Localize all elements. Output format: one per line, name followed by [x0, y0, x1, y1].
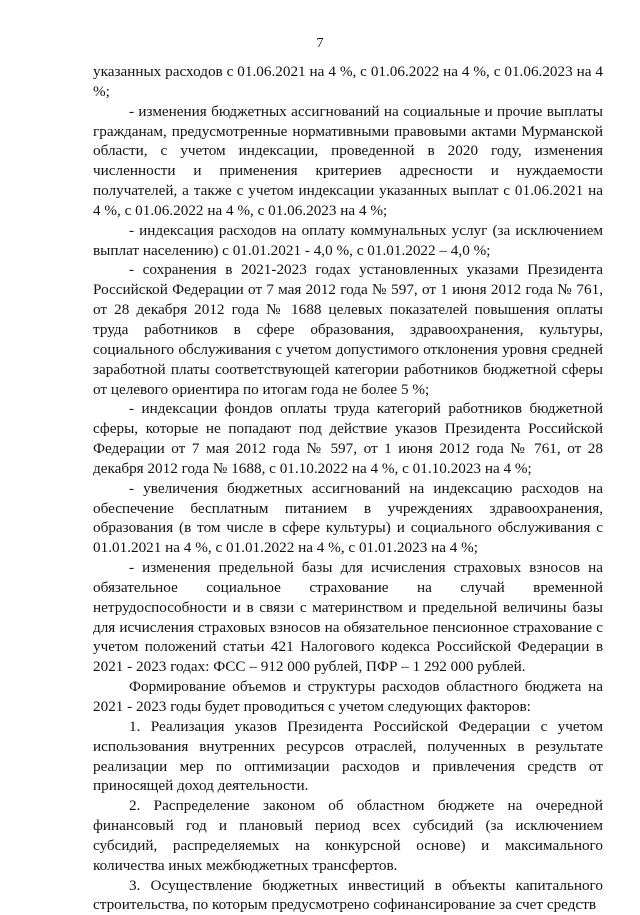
paragraph-utilities-indexation: - индексация расходов на оплату коммунальных услуг (за исключением выплат населению) с 01.01.2021 - 4,0 %, с 01.01.2022 – 4,0 %; — [93, 221, 603, 259]
paragraph-factor-1: 1. Реализация указов Президента Российской Федерации с учетом использования внутренних ресурсов отраслей, полученных в результате реализации мер по оптимизации расходов и привлечения средств от приносящей доход деятельности. — [93, 717, 603, 795]
paragraph-insurance-base: - изменения предельной базы для исчисления страховых взносов на обязательное социальное страхование на случай временной нетрудоспособности и в связи с материнством и предельной величины базы для исчисления страховых взносов на обязательное пенсионное страхование с учетом положений статьи 421 Налогового кодекса Российской Федерации в 2021 - 2023 годах: ФСС – 912 000 рублей, ПФР – 1 292 000 рублей. — [93, 559, 603, 676]
paragraph-factor-2: 2. Распределение законом об областном бюджете на очередной финансовый год и плановый период всех субсидий (за исключением субсидий, распределяемых на конкурсной основе) и максимального количества иных межбюджетных трансфертов. — [93, 797, 603, 874]
paragraph-social-payments: - изменения бюджетных ассигнований на социальные и прочие выплаты гражданам, предусмотренные нормативными правовыми актами Мурманской области, с учетом индексации, проведенной в 2020 году, изменения численности и применения критериев адресности и нуждаемости получателей, а также с учетом индексации указанных выплат с 01.06.2021 на 4 %, с 01.06.2022 на 4 %, с 01.06.2023 на 4 %; — [93, 102, 603, 219]
paragraph-factors-intro: Формирование объемов и структуры расходов областного бюджета на 2021 - 2023 годы будет проводиться с учетом следующих факторов: — [93, 678, 603, 715]
paragraph-factor-3: 3. Осуществление бюджетных инвестиций в объекты капитального строительства, по которым предусмотрено софинансирование за счет средств — [93, 876, 603, 914]
paragraph-salary-targets: - сохранения в 2021-2023 годах установленных указами Президента Российской Федерации от 7 мая 2012 года № 597, от 1 июня 2012 года № 761, от 28 декабря 2012 года № 1688 целевых показателей повышения оплаты труда работников в сфере образования, здравоохранения, культуры, социального обслуживания с учетом допустимого отклонения уровня средней заработной платы соответствующей категории работников бюджетной сферы от целевого ориентира по итогам года не более 5 %; — [93, 261, 603, 398]
paragraph-wage-fund-indexation: - индексации фондов оплаты труда категорий работников бюджетной сферы, которые не попадают под действие указов Президента Российской Федерации от 7 мая 2012 года № 597, от 1 июня 2012 года № 761, от 28 декабря 2012 года № 1688, с 01.10.2022 на 4 %, с 01.10.2023 на 4 %; — [93, 400, 603, 477]
page-number: 7 — [316, 36, 324, 51]
paragraph-free-meals: - увеличения бюджетных ассигнований на индексацию расходов на обеспечение бесплатным питанием в учреждениях здравоохранения, образования (в том числе в сфере культуры) и социального обслуживания с 01.01.2021 на 4 %, с 01.01.2022 на 4 %, с 01.01.2023 на 4 %; — [93, 479, 603, 557]
document-body — [93, 62, 603, 915]
paragraph-continued: указанных расходов с 01.06.2021 на 4 %, с 01.06.2022 на 4 %, с 01.06.2023 на 4 %; — [93, 63, 603, 100]
